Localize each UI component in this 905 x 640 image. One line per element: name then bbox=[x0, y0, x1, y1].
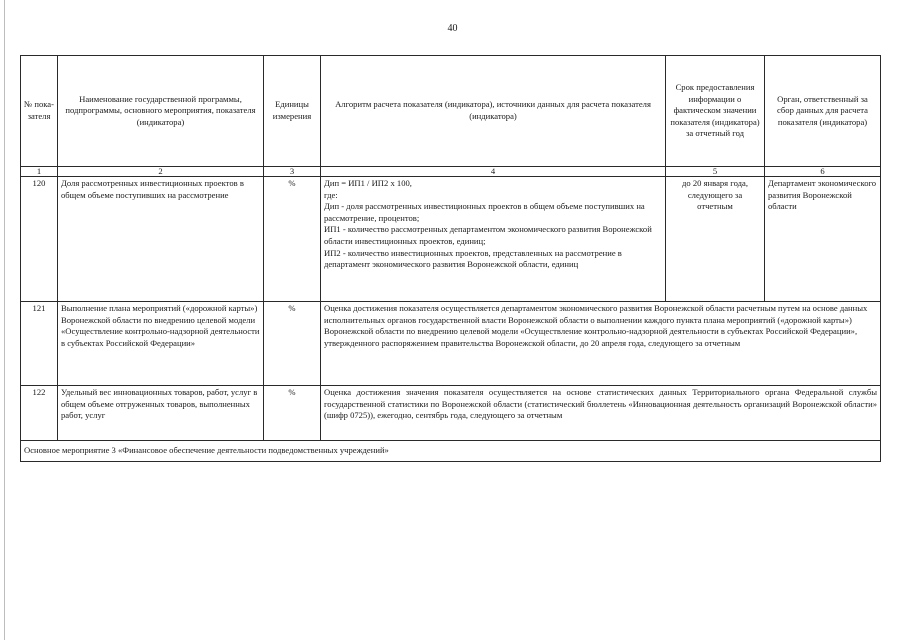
algorithm-cell: Оценка достижения значения показателя осуществляется на основе статистических данных Территориального органа Федеральной службы государственной статистики по Воронежской области (статистический бюллетень «Инновационная деятельность организаций Воронежской области» (шифр 0725)), ежегодно, сентябрь года, следующего за отчетным bbox=[321, 386, 881, 441]
header-organ: Орган, ответственный за сбор данных для расчета показателя (индикатора) bbox=[765, 56, 881, 167]
column-number: 6 bbox=[765, 167, 881, 177]
indicator-name: Доля рассмотренных инвестиционных проектов в общем объеме поступивших на рассмотрение bbox=[58, 177, 264, 302]
row-number: 120 bbox=[21, 177, 58, 302]
header-num: № пока-зателя bbox=[21, 56, 58, 167]
algorithm-line: Дип - доля рассмотренных инвестиционных проектов в общем объеме поступивших на рассмотрение, процентов; bbox=[324, 201, 645, 223]
unit-of-measure: % bbox=[264, 177, 321, 302]
indicator-name: Выполнение плана мероприятий («дорожной карты») Воронежской области по внедрению целевой модели «Осуществление контрольно-надзорной деятельности в субъектах Российской Федерации» bbox=[58, 302, 264, 386]
algorithm-line: ИП2 - количество инвестиционных проектов, представленных на рассмотрение в департамент экономического развития Воронежской области, единиц bbox=[324, 247, 622, 270]
indicators-table bbox=[20, 55, 881, 462]
table-row bbox=[21, 302, 881, 386]
table-header-row bbox=[21, 56, 881, 167]
column-number: 3 bbox=[264, 167, 321, 177]
column-number-row bbox=[21, 167, 881, 177]
unit-of-measure: % bbox=[264, 302, 321, 386]
header-algorithm: Алгоритм расчета показателя (индикатора), источники данных для расчета показателя (индикатора) bbox=[321, 56, 666, 167]
deadline-cell: до 20 января года, следующего за отчетным bbox=[666, 177, 765, 302]
column-number: 4 bbox=[321, 167, 666, 177]
indicator-name: Удельный вес инновационных товаров, работ, услуг в общем объеме отгруженных товаров, выполненных работ, услуг bbox=[58, 386, 264, 441]
algorithm-cell bbox=[321, 177, 666, 302]
page-edge-rule bbox=[4, 0, 5, 640]
unit-of-measure: % bbox=[264, 386, 321, 441]
organ-cell: Департамент экономического развития Воронежской области bbox=[765, 177, 881, 302]
table-row bbox=[21, 386, 881, 441]
header-units: Единицы измерения bbox=[264, 56, 321, 167]
algorithm-cell: Оценка достижения показателя осуществляется департаментом экономического развития Воронежской области расчетным путем на основе данных исполнительных органов государственной власти Воронежской области о выполнении каждого пункта плана мероприятий («дорожной карты») Воронежской области по внедрению целевой модели «Осуществление контрольно-надзорной деятельности в субъектах Российской Федерации», утвержденного распоряжением правительства Воронежской области, до 20 апреля года, следующего за отчетным bbox=[321, 302, 881, 386]
section-row bbox=[21, 441, 881, 462]
header-deadline: Срок предоставления информации о фактическом значении показателя (индикатора) за отчетный год bbox=[666, 56, 765, 167]
table-row bbox=[21, 177, 881, 302]
column-number: 2 bbox=[58, 167, 264, 177]
row-number: 122 bbox=[21, 386, 58, 441]
row-number: 121 bbox=[21, 302, 58, 386]
header-name: Наименование государственной программы, подпрограммы, основного мероприятия, показателя (индикатора) bbox=[58, 56, 264, 167]
column-number: 5 bbox=[666, 167, 765, 177]
section-title: Основное мероприятие 3 «Финансовое обеспечение деятельности подведомственных учреждений» bbox=[21, 441, 881, 462]
column-number: 1 bbox=[21, 167, 58, 177]
formula-line: Дип = ИП1 / ИП2 х 100, bbox=[324, 178, 412, 188]
algorithm-line: где: bbox=[324, 189, 338, 200]
page-number: 40 bbox=[447, 23, 458, 34]
algorithm-line: ИП1 - количество рассмотренных департаментом экономического развития Воронежской области инвестиционных проектов, единиц; bbox=[324, 224, 652, 246]
